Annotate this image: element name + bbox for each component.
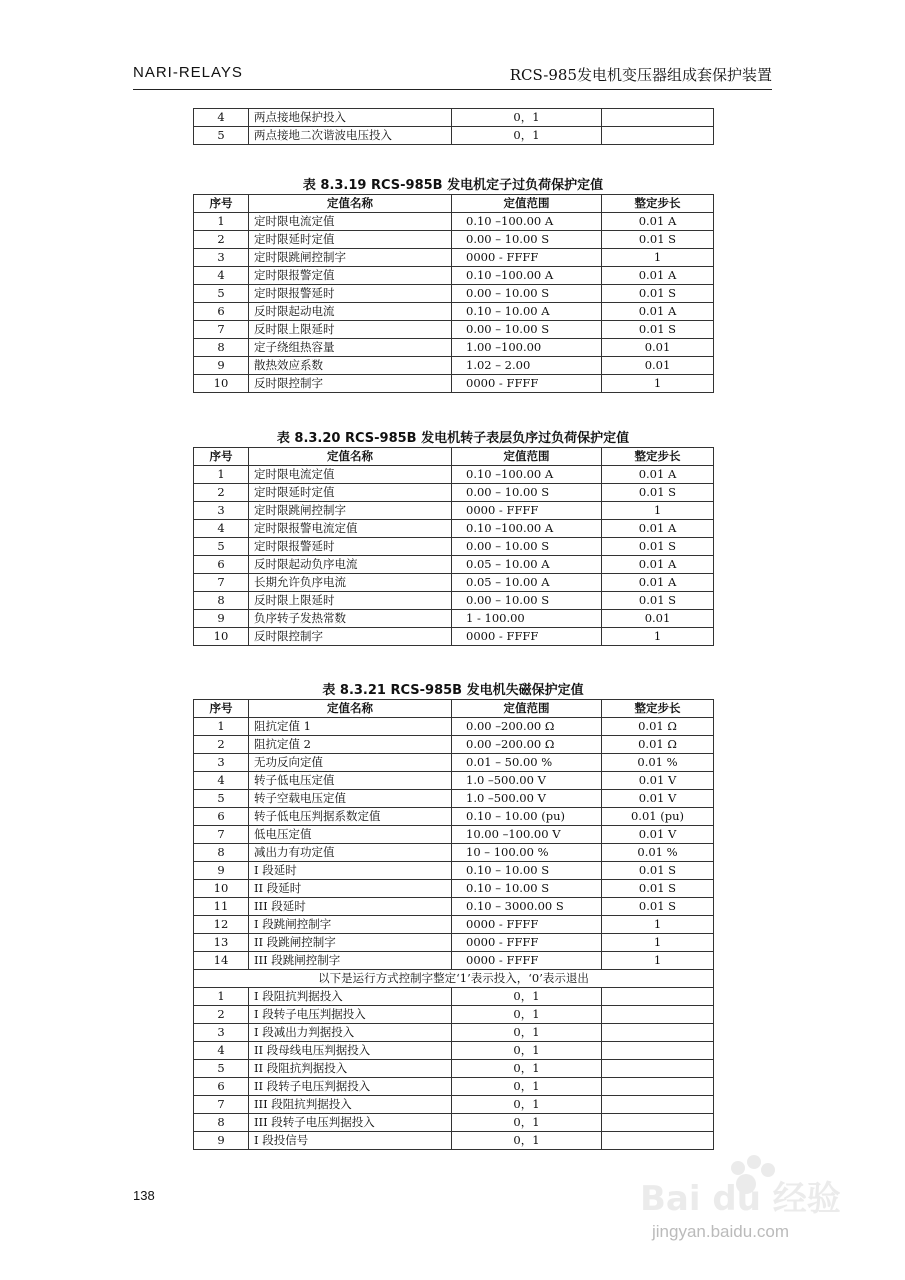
table-row <box>194 1006 714 1024</box>
cell-no: 5 <box>194 538 249 556</box>
cell-name: 转子低电压定值 <box>249 772 452 790</box>
cell-name: 负序转子发热常数 <box>249 610 452 628</box>
cell-range: 0，1 <box>452 1006 602 1024</box>
cell-no: 9 <box>194 862 249 880</box>
cell-range: 1.0 –500.00 V <box>452 772 602 790</box>
cell-step <box>602 988 714 1006</box>
header-range: 定值范围 <box>452 700 602 718</box>
cell-range: 0.01 – 50.00 % <box>452 754 602 772</box>
cell-name: 反时限上限延时 <box>249 321 452 339</box>
cell-range: 0.00 – 10.00 S <box>452 592 602 610</box>
cell-name: I 段投信号 <box>249 1132 452 1150</box>
cell-step: 0.01 V <box>602 826 714 844</box>
header-no: 序号 <box>194 195 249 213</box>
cell-step: 0.01 S <box>602 862 714 880</box>
cell-name: 无功反向定值 <box>249 754 452 772</box>
cell-range: 0.10 –100.00 A <box>452 466 602 484</box>
header-right: RCS-985发电机变压器组成套保护装置 <box>509 66 772 84</box>
cell-range: 10 – 100.00 % <box>452 844 602 862</box>
cell-range: 0.10 – 10.00 S <box>452 862 602 880</box>
table-row <box>194 826 714 844</box>
table-row <box>194 520 714 538</box>
cell-name: 定时限报警电流定值 <box>249 520 452 538</box>
cell-name: 定时限报警定值 <box>249 267 452 285</box>
table-row <box>194 127 714 145</box>
table-caption-8-3-21: 表 8.3.21 RCS-985B 发电机失磁保护定值 <box>322 683 584 698</box>
cell-no: 1 <box>194 988 249 1006</box>
cell-no: 5 <box>194 127 249 145</box>
cell-range: 0.00 –200.00 Ω <box>452 736 602 754</box>
cell-name: 定时限延时定值 <box>249 231 452 249</box>
cell-no: 4 <box>194 520 249 538</box>
table-row <box>194 1078 714 1096</box>
cell-no: 7 <box>194 574 249 592</box>
header-range: 定值范围 <box>452 448 602 466</box>
cell-name: III 段跳闸控制字 <box>249 952 452 970</box>
cell-range: 0，1 <box>452 1096 602 1114</box>
table-row <box>194 592 714 610</box>
cell-no: 3 <box>194 754 249 772</box>
cell-no: 12 <box>194 916 249 934</box>
cell-step: 0.01 Ω <box>602 736 714 754</box>
header-left: NARI-RELAYS <box>133 64 243 81</box>
cell-name: III 段转子电压判据投入 <box>249 1114 452 1132</box>
cell-no: 2 <box>194 231 249 249</box>
table-row <box>194 916 714 934</box>
cell-range: 0.10 – 10.00 S <box>452 880 602 898</box>
cell-no: 7 <box>194 1096 249 1114</box>
cell-no: 3 <box>194 502 249 520</box>
cell-name: 定时限跳闸控制字 <box>249 249 452 267</box>
cell-name: 定时限报警延时 <box>249 285 452 303</box>
table-row <box>194 357 714 375</box>
table-row <box>194 267 714 285</box>
table-row <box>194 1024 714 1042</box>
table-row <box>194 574 714 592</box>
table-row <box>194 466 714 484</box>
table-row <box>194 1096 714 1114</box>
table-row <box>194 988 714 1006</box>
header-range: 定值范围 <box>452 195 602 213</box>
cell-step <box>602 1024 714 1042</box>
cell-range: 0.00 –200.00 Ω <box>452 718 602 736</box>
cell-name: I 段阻抗判据投入 <box>249 988 452 1006</box>
cell-step: 0.01 A <box>602 574 714 592</box>
cell-name: 减出力有功定值 <box>249 844 452 862</box>
table-row <box>194 934 714 952</box>
cell-step: 0.01 V <box>602 790 714 808</box>
cell-step: 1 <box>602 934 714 952</box>
cell-step <box>602 1006 714 1024</box>
table-row <box>194 1042 714 1060</box>
table-row <box>194 844 714 862</box>
cell-name: II 段转子电压判据投入 <box>249 1078 452 1096</box>
table-row <box>194 484 714 502</box>
cell-step: 0.01 A <box>602 520 714 538</box>
cell-name: I 段减出力判据投入 <box>249 1024 452 1042</box>
cell-step: 0.01 Ω <box>602 718 714 736</box>
cell-name: 阻抗定值 1 <box>249 718 452 736</box>
header-name: 定值名称 <box>249 448 452 466</box>
cell-no: 1 <box>194 718 249 736</box>
cell-step: 0.01 % <box>602 844 714 862</box>
watermark-text: Bai du 经验 <box>640 1179 841 1219</box>
cell-step <box>602 1132 714 1150</box>
cell-name: 定时限电流定值 <box>249 466 452 484</box>
cell-no: 10 <box>194 628 249 646</box>
cell-no: 5 <box>194 790 249 808</box>
cell-step: 0.01 S <box>602 592 714 610</box>
cell-no: 7 <box>194 321 249 339</box>
cell-name: III 段阻抗判据投入 <box>249 1096 452 1114</box>
header-name: 定值名称 <box>249 195 452 213</box>
cell-no: 4 <box>194 109 249 127</box>
table-row <box>194 1132 714 1150</box>
cell-range: 0.10 – 10.00 A <box>452 303 602 321</box>
table-row <box>194 231 714 249</box>
cell-name: I 段跳闸控制字 <box>249 916 452 934</box>
cell-range: 0，1 <box>452 1024 602 1042</box>
cell-name: 转子低电压判据系数定值 <box>249 808 452 826</box>
cell-step <box>602 1078 714 1096</box>
cell-name: III 段延时 <box>249 898 452 916</box>
cell-step: 0.01 S <box>602 285 714 303</box>
cell-range: 0000 - FFFF <box>452 916 602 934</box>
cell-name: 反时限控制字 <box>249 375 452 393</box>
page-number: 138 <box>133 1188 155 1203</box>
table-row <box>194 808 714 826</box>
cell-no: 6 <box>194 808 249 826</box>
cell-no: 8 <box>194 592 249 610</box>
cell-step: 0.01 A <box>602 213 714 231</box>
cell-no: 5 <box>194 1060 249 1078</box>
cell-name: 低电压定值 <box>249 826 452 844</box>
cell-step <box>602 1060 714 1078</box>
cell-no: 2 <box>194 1006 249 1024</box>
note-cell: 以下是运行方式控制字整定‘1’表示投入，‘0’表示退出 <box>194 970 714 988</box>
cell-step: 0.01 S <box>602 321 714 339</box>
table-row <box>194 249 714 267</box>
cell-step: 0.01 S <box>602 484 714 502</box>
cell-range: 0，1 <box>452 1078 602 1096</box>
header-step: 整定步长 <box>602 195 714 213</box>
table-row <box>194 1060 714 1078</box>
cell-range: 0.10 – 10.00 (pu) <box>452 808 602 826</box>
cell-range: 0.00 – 10.00 S <box>452 231 602 249</box>
table-8-3-20 <box>193 447 714 646</box>
table-row <box>194 880 714 898</box>
table-row <box>194 862 714 880</box>
table-8-3-21 <box>193 699 714 1150</box>
cell-range: 0000 - FFFF <box>452 628 602 646</box>
table-row <box>194 285 714 303</box>
table-row <box>194 303 714 321</box>
cell-range: 0000 - FFFF <box>452 952 602 970</box>
cell-name: II 段母线电压判据投入 <box>249 1042 452 1060</box>
cell-range: 0，1 <box>452 988 602 1006</box>
cell-name: 反时限上限延时 <box>249 592 452 610</box>
cell-name: 反时限起动负序电流 <box>249 556 452 574</box>
cell-step: 0.01 A <box>602 466 714 484</box>
cell-name: I 段延时 <box>249 862 452 880</box>
cell-range: 0，1 <box>452 1060 602 1078</box>
cell-no: 8 <box>194 339 249 357</box>
cell-range: 0000 - FFFF <box>452 375 602 393</box>
table-row <box>194 772 714 790</box>
cell-step: 0.01 % <box>602 754 714 772</box>
cell-no: 2 <box>194 736 249 754</box>
cell-no: 13 <box>194 934 249 952</box>
table-row <box>194 754 714 772</box>
cell-range: 0000 - FFFF <box>452 502 602 520</box>
table-caption-8-3-20: 表 8.3.20 RCS-985B 发电机转子表层负序过负荷保护定值 <box>276 431 630 446</box>
cell-range: 0.00 – 10.00 S <box>452 484 602 502</box>
cell-range: 0000 - FFFF <box>452 249 602 267</box>
table-row <box>194 1114 714 1132</box>
cell-no: 4 <box>194 267 249 285</box>
table-row <box>194 339 714 357</box>
cell-no: 6 <box>194 1078 249 1096</box>
cell-name: II 段延时 <box>249 880 452 898</box>
cell-range: 1 - 100.00 <box>452 610 602 628</box>
cell-name: 散热效应系数 <box>249 357 452 375</box>
cell-no: 11 <box>194 898 249 916</box>
cell-name: 定时限跳闸控制字 <box>249 502 452 520</box>
cell-range: 0，1 <box>452 127 602 145</box>
cell-range: 0，1 <box>452 1042 602 1060</box>
cell-no: 6 <box>194 556 249 574</box>
header-step: 整定步长 <box>602 448 714 466</box>
table-8-3-19 <box>193 194 714 393</box>
cell-no: 3 <box>194 1024 249 1042</box>
cell-range: 0.00 – 10.00 S <box>452 321 602 339</box>
table-header-row <box>194 195 714 213</box>
cell-range: 0.10 –100.00 A <box>452 520 602 538</box>
table-caption-8-3-19: 表 8.3.19 RCS-985B 发电机定子过负荷保护定值 <box>302 178 604 193</box>
cell-range: 1.02 – 2.00 <box>452 357 602 375</box>
cell-step: 0.01 S <box>602 538 714 556</box>
table-row <box>194 952 714 970</box>
table-row <box>194 898 714 916</box>
cell-range: 0.10 – 3000.00 S <box>452 898 602 916</box>
cell-step: 0.01 <box>602 339 714 357</box>
table-header-row <box>194 448 714 466</box>
cell-no: 9 <box>194 357 249 375</box>
cell-step <box>602 1096 714 1114</box>
cell-range: 0000 - FFFF <box>452 934 602 952</box>
cell-step: 1 <box>602 952 714 970</box>
cell-no: 10 <box>194 880 249 898</box>
header-no: 序号 <box>194 700 249 718</box>
cell-name: 两点接地二次谐波电压投入 <box>249 127 452 145</box>
cell-name: 反时限控制字 <box>249 628 452 646</box>
cell-step: 0.01 A <box>602 303 714 321</box>
cell-no: 7 <box>194 826 249 844</box>
cell-name: 阻抗定值 2 <box>249 736 452 754</box>
cell-range: 0.00 – 10.00 S <box>452 538 602 556</box>
cell-range: 0.00 – 10.00 S <box>452 285 602 303</box>
cell-name: 定时限报警延时 <box>249 538 452 556</box>
cell-step <box>602 1114 714 1132</box>
cell-step: 1 <box>602 249 714 267</box>
header-name: 定值名称 <box>249 700 452 718</box>
cell-range: 0，1 <box>452 1114 602 1132</box>
cell-step <box>602 1042 714 1060</box>
table-row <box>194 790 714 808</box>
cell-name: 转子空载电压定值 <box>249 790 452 808</box>
table-row <box>194 736 714 754</box>
cell-range: 0.10 –100.00 A <box>452 213 602 231</box>
header-divider <box>133 89 772 90</box>
cell-step <box>602 127 714 145</box>
cell-no: 9 <box>194 1132 249 1150</box>
cell-name: 长期允许负序电流 <box>249 574 452 592</box>
cell-step: 1 <box>602 628 714 646</box>
table-row <box>194 628 714 646</box>
cell-no: 3 <box>194 249 249 267</box>
table-row <box>194 375 714 393</box>
cell-range: 1.00 –100.00 <box>452 339 602 357</box>
cell-step: 1 <box>602 502 714 520</box>
cell-name: 定时限电流定值 <box>249 213 452 231</box>
table-row <box>194 109 714 127</box>
table-row <box>194 556 714 574</box>
cell-range: 1.0 –500.00 V <box>452 790 602 808</box>
table-row <box>194 718 714 736</box>
cell-step: 0.01 S <box>602 898 714 916</box>
cell-range: 0.05 – 10.00 A <box>452 556 602 574</box>
cell-step: 0.01 <box>602 357 714 375</box>
cell-range: 0.10 –100.00 A <box>452 267 602 285</box>
cell-no: 1 <box>194 466 249 484</box>
table-header-row <box>194 700 714 718</box>
cell-no: 5 <box>194 285 249 303</box>
cell-no: 8 <box>194 1114 249 1132</box>
cell-no: 6 <box>194 303 249 321</box>
table-row <box>194 538 714 556</box>
cell-step: 0.01 S <box>602 880 714 898</box>
table-row <box>194 213 714 231</box>
cell-range: 0，1 <box>452 109 602 127</box>
cell-step: 0.01 A <box>602 556 714 574</box>
cell-no: 4 <box>194 772 249 790</box>
cell-no: 2 <box>194 484 249 502</box>
cell-name: 反时限起动电流 <box>249 303 452 321</box>
cell-no: 4 <box>194 1042 249 1060</box>
cell-no: 1 <box>194 213 249 231</box>
cell-name: II 段跳闸控制字 <box>249 934 452 952</box>
cell-step: 0.01 V <box>602 772 714 790</box>
cell-step: 1 <box>602 916 714 934</box>
cell-name: 定子绕组热容量 <box>249 339 452 357</box>
cell-no: 9 <box>194 610 249 628</box>
cell-step: 0.01 <box>602 610 714 628</box>
cell-step: 0.01 S <box>602 231 714 249</box>
cell-name: I 段转子电压判据投入 <box>249 1006 452 1024</box>
header-no: 序号 <box>194 448 249 466</box>
table-row <box>194 321 714 339</box>
cell-range: 0.05 – 10.00 A <box>452 574 602 592</box>
cell-step: 0.01 (pu) <box>602 808 714 826</box>
cell-range: 0，1 <box>452 1132 602 1150</box>
cell-step <box>602 109 714 127</box>
note-row <box>194 970 714 988</box>
table-row <box>194 502 714 520</box>
cell-step: 1 <box>602 375 714 393</box>
cell-name: II 段阻抗判据投入 <box>249 1060 452 1078</box>
watermark-url: jingyan.baidu.com <box>652 1222 790 1241</box>
settings-table-continued <box>193 108 714 145</box>
cell-no: 10 <box>194 375 249 393</box>
cell-no: 14 <box>194 952 249 970</box>
header-step: 整定步长 <box>602 700 714 718</box>
cell-no: 8 <box>194 844 249 862</box>
cell-name: 两点接地保护投入 <box>249 109 452 127</box>
cell-range: 10.00 –100.00 V <box>452 826 602 844</box>
cell-step: 0.01 A <box>602 267 714 285</box>
table-row <box>194 610 714 628</box>
cell-name: 定时限延时定值 <box>249 484 452 502</box>
